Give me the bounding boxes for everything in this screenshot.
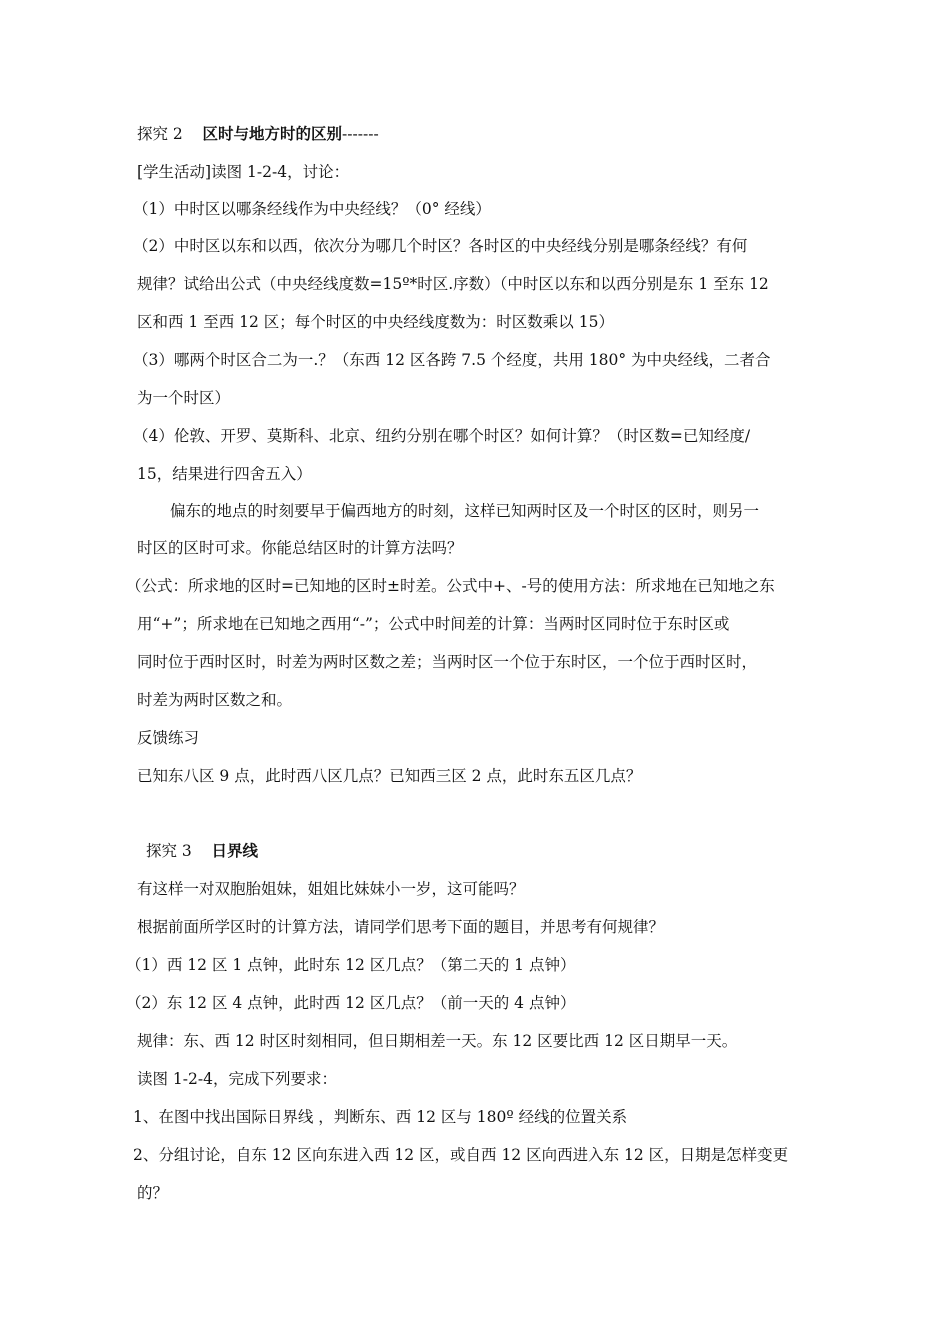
section2-heading-title: 区时与地方时的区别 xyxy=(202,125,343,143)
paragraph-1-line-2: 时区的区时可求。你能总结区时的计算方法吗？ xyxy=(137,539,463,557)
section3-line-2: 根据前面所学区时的计算方法，请同学们思考下面的题目，并思考有何规律？ xyxy=(137,918,665,936)
section2-intro: [学生活动]读图 1-2-4，讨论： xyxy=(137,163,350,181)
section2-heading-dashes: ------- xyxy=(342,125,379,143)
section3-task-1: 1、在图中找出国际日界线 ，判断东、西 12 区与 180º 经线的位置关系 xyxy=(133,1108,628,1126)
section2-heading-prefix: 探究 2 xyxy=(137,125,183,143)
question-4-line-2: 15，结果进行四舍五入） xyxy=(137,465,312,483)
paragraph-1-line-1: 偏东的地点的时刻要早于偏西地方的时刻，这样已知两时区及一个时区的区时，则另一 xyxy=(170,502,760,520)
section3-line-1: 有这样一对双胞胎姐妹，姐姐比妹妹小一岁，这可能吗？ xyxy=(137,880,525,898)
feedback-question: 已知东八区 9 点，此时西八区几点？已知西三区 2 点，此时东五区几点？ xyxy=(137,767,642,785)
question-1: （1）中时区以哪条经线作为中央经线？（0° 经线） xyxy=(133,200,491,218)
formula-line-3: 同时位于西时区时，时差为两时区数之差；当两时区一个位于东时区，一个位于西时区时， xyxy=(137,653,758,671)
feedback-title: 反馈练习 xyxy=(137,729,200,747)
section3-heading-title: 日界线 xyxy=(211,842,259,860)
section2-heading xyxy=(137,124,379,144)
question-2-line-3: 区和西 1 至西 12 区；每个时区的中央经线度数为：时区数乘以 15） xyxy=(137,313,614,331)
question-3-line-2: 为一个时区） xyxy=(137,389,231,407)
section3-heading xyxy=(146,841,258,861)
section3-task-2-line-2: 的？ xyxy=(137,1184,169,1202)
formula-line-4: 时差为两时区数之和。 xyxy=(137,691,293,709)
section3-rule: 规律：东、西 12 时区时刻相同，但日期相差一天。东 12 区要比西 12 区日期早一天。 xyxy=(137,1032,738,1050)
section3-line-6: 读图 1-2-4，完成下列要求： xyxy=(137,1070,337,1088)
section3-heading-prefix: 探究 3 xyxy=(146,842,192,860)
question-4-line-1: （4）伦敦、开罗、莫斯科、北京、纽约分别在哪个时区？如何计算？（时区数=已知经度/ xyxy=(133,427,751,445)
section3-line-3: （1）西 12 区 1 点钟，此时东 12 区几点？（第二天的 1 点钟） xyxy=(126,956,576,974)
question-3-line-1: （3）哪两个时区合二为一.？（东西 12 区各跨 7.5 个经度，共用 180° 为中央经线，二者合 xyxy=(133,351,771,369)
question-2-line-2: 规律？试给出公式（中央经线度数=15º*时区.序数）（中时区以东和以西分别是东 1 至东 12 xyxy=(137,275,769,293)
section3-line-4: （2）东 12 区 4 点钟，此时西 12 区几点？（前一天的 4 点钟） xyxy=(126,994,576,1012)
section3-task-2-line-1: 2、分组讨论，自东 12 区向东进入西 12 区，或自西 12 区向西进入东 12 区，日期是怎样变更 xyxy=(133,1146,789,1164)
formula-line-1: （公式：所求地的区时=已知地的区时±时差。公式中+、-号的使用方法：所求地在已知地之东 xyxy=(126,577,775,595)
formula-line-2: 用“+”；所求地在已知地之西用“-”；公式中时间差的计算：当两时区同时位于东时区或 xyxy=(137,615,730,633)
question-2-line-1: （2）中时区以东和以西，依次分为哪几个时区？各时区的中央经线分别是哪条经线？有何 xyxy=(133,237,748,255)
